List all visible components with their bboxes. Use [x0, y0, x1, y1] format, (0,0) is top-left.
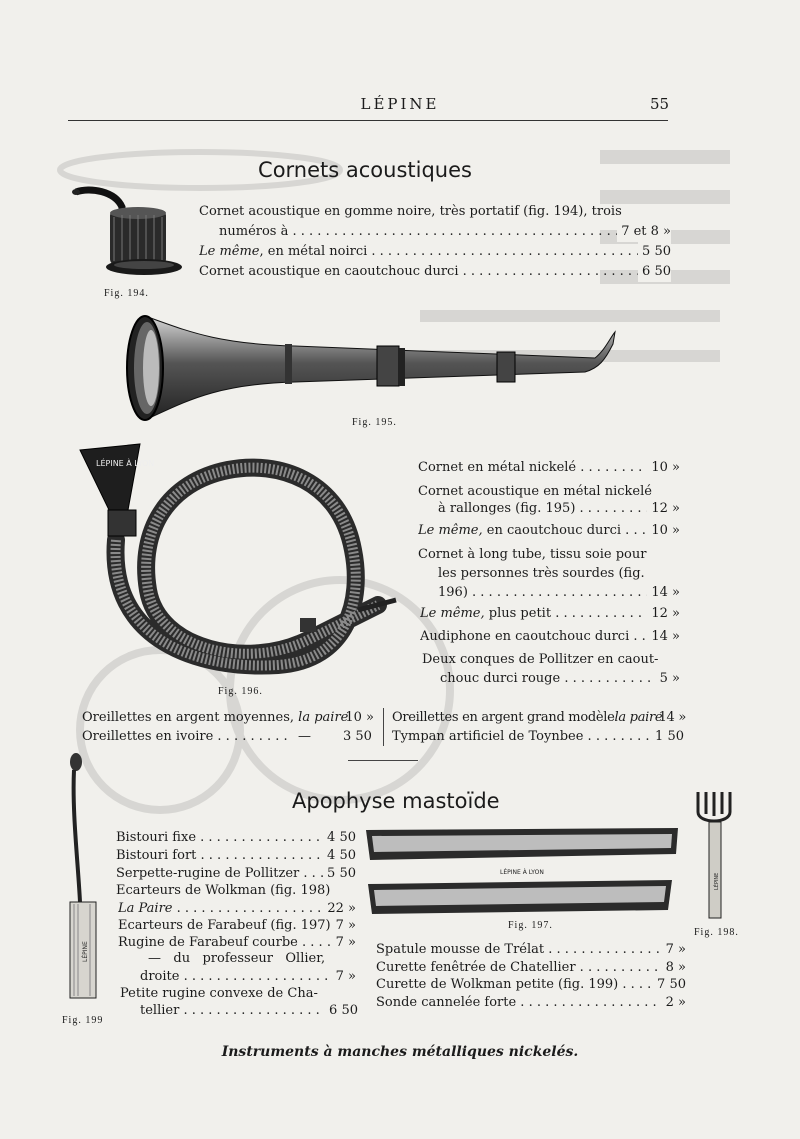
cornet-long-tube-line2: les personnes très sourdes (fig.	[438, 566, 645, 581]
ear-trumpet-long-tube-illustration	[78, 440, 400, 685]
cornet-gomme-label: numéros à . . .	[219, 222, 671, 242]
audiphone-price: 14 »	[647, 627, 680, 647]
bistouri-fixe-price: 4 50	[323, 828, 356, 848]
cornet-gomme-description: Cornet acoustique en gomme noire, très portatif (fig. 194), trois	[199, 204, 622, 219]
ecarteurs-farabeuf-label: Ecarteurs de Farabeuf (fig. 197)	[118, 918, 331, 933]
cornet-rallonges-line1: Cornet acoustique en métal nickelé	[418, 484, 652, 499]
tympan-row	[392, 727, 684, 747]
audiphone-label: Audiphone en caoutchouc durci . . .	[420, 627, 680, 647]
serpette-rugine-label: Serpette-rugine de Pollitzer . . .	[116, 864, 356, 884]
audiphone-row	[420, 627, 680, 647]
cornet-metal-nickele-row	[418, 458, 680, 478]
curette-chatellier-price: 8 »	[662, 958, 686, 978]
cornet-rallonges-price: 12 »	[647, 499, 680, 519]
cornet-metal-noirci-row	[199, 242, 671, 262]
tympan-label: Tympan artificiel de Toynbee . . .	[392, 727, 684, 747]
cornet-caoutchouc-row	[199, 262, 671, 282]
le-meme-caoutchouc-row	[418, 521, 680, 541]
tympan-price: 1 50	[651, 727, 684, 747]
la-paire-italic: La Paire	[118, 901, 173, 916]
curette-wolkman-price: 7 50	[653, 975, 686, 995]
oreillettes-ivoire-label: Oreillettes en ivoire . . .	[82, 727, 292, 747]
le-meme-petit-row	[420, 604, 680, 624]
cornet-long-tube-price: 14 »	[647, 583, 680, 603]
section-title-apophyse: Apophyse mastoïde	[292, 789, 500, 813]
fig-197-caption: Fig. 197.	[508, 920, 553, 931]
oreillettes-ivoire-price: 3 50	[343, 729, 372, 744]
le-meme-italic: Le même	[199, 244, 260, 259]
bistouri-fixe-row	[116, 828, 356, 848]
cornet-caoutchouc-price: 6 50	[638, 262, 671, 282]
page-number: 55	[650, 95, 670, 113]
section-separator	[348, 760, 418, 761]
cornet-metal-nickele-label: Cornet en métal nickelé . . .	[418, 458, 680, 478]
ear-trumpet-small-illustration	[70, 185, 185, 280]
petite-rugine-label: tellier . . .	[140, 1001, 358, 1021]
oreillettes-moyennes-label: Oreillettes en argent moyennes,	[82, 710, 295, 725]
oreillettes-ivoire-dash: —	[298, 729, 311, 744]
conques-line1: Deux conques de Pollitzer en caout-	[422, 652, 659, 667]
header-title: LÉPINE	[360, 95, 440, 113]
sonde-cannelee-price: 2 »	[662, 993, 686, 1013]
retractor-engraving-text: LÉPINE À LYON	[500, 869, 544, 876]
la-paire-italic: la paire	[298, 710, 349, 725]
cornet-metal-noirci-price: 5 50	[638, 242, 671, 262]
cornet-long-tube-label: 196) . . .	[438, 583, 680, 603]
le-meme-caoutchouc-label: en caoutchouc durci	[482, 523, 622, 538]
conques-row	[440, 669, 680, 689]
bistouri-fort-label: Bistouri fort . . .	[116, 846, 356, 866]
fig-199-caption: Fig. 199	[62, 1015, 104, 1026]
cornet-gomme-item	[199, 202, 671, 222]
rugine-farabeuf-price: 7 »	[332, 933, 356, 953]
ecarteurs-farabeuf-price: 7 »	[335, 918, 356, 933]
fig-194-caption: Fig. 194.	[104, 288, 149, 299]
ear-trumpet-extensible-illustration	[115, 310, 620, 425]
petite-rugine-line1: Petite rugine convexe de Cha-	[120, 986, 318, 1001]
cornet-rallonges-row	[438, 499, 680, 519]
fig-196-caption: Fig. 196.	[218, 686, 263, 697]
rugine-ollier-label: droite . . .	[140, 967, 356, 987]
le-meme-caoutchouc-price: 10 »	[647, 521, 680, 541]
oreillettes-moyennes-price: 10 »	[345, 710, 374, 725]
header-rule	[68, 120, 668, 121]
oreillettes-ivoire-row	[82, 727, 292, 747]
le-meme-petit-price: 12 »	[647, 604, 680, 624]
fork-engraving-text: LÉPINE	[714, 872, 720, 890]
cornet-metal-nickele-price: 10 »	[647, 458, 680, 478]
cornet-caoutchouc-label: Cornet acoustique en caoutchouc durci . . .	[199, 262, 671, 282]
wolkman-retractor-illustration	[690, 786, 740, 926]
cornet-gomme-price: 7 et 8 »	[617, 222, 671, 242]
cornet-long-tube-row	[438, 583, 680, 603]
curette-wolkman-label: Curette de Wolkman petite (fig. 199) . . .	[376, 975, 686, 995]
le-meme-italic: Le même,	[418, 523, 483, 538]
bistouri-fort-row	[116, 846, 356, 866]
retractors-illustration	[362, 826, 682, 918]
sonde-cannelee-row	[376, 993, 686, 1013]
spatule-trelat-row	[376, 940, 686, 960]
la-paire-italic: la paire	[614, 710, 663, 725]
curette-engraving-text: LÉPINE	[82, 941, 89, 962]
rugine-farabeuf-label: Rugine de Farabeuf courbe . . .	[118, 933, 356, 953]
footer-note: Instruments à manches métalliques nickelés.	[221, 1044, 579, 1060]
oreillettes-grand-price: 14 »	[658, 710, 686, 725]
conques-price: 5 »	[656, 669, 680, 689]
bistouri-fixe-label: Bistouri fixe . . .	[116, 828, 356, 848]
oreillettes-grand-label: Oreillettes en argent grand modèle	[392, 710, 615, 725]
ecarteurs-wolkman-label: Ecarteurs de Wolkman (fig. 198)	[116, 883, 331, 898]
sonde-cannelee-label: Sonde cannelée forte . . .	[376, 993, 686, 1013]
rugine-ollier-price: 7 »	[332, 967, 356, 987]
serpette-rugine-price: 5 50	[323, 864, 356, 884]
oreillettes-moyennes-row	[82, 708, 374, 728]
le-meme-italic: Le même,	[420, 606, 485, 621]
conques-label: chouc durci rouge . . .	[440, 669, 680, 689]
petite-rugine-price: 6 50	[325, 1001, 358, 1021]
spatule-trelat-price: 7 »	[662, 940, 686, 960]
cornet-long-tube-line1: Cornet à long tube, tissu soie pour	[418, 547, 647, 562]
cornet-engraving-text: LÉPINE À LYON	[96, 459, 155, 468]
fig-198-caption: Fig. 198.	[694, 927, 739, 938]
curette-illustration	[60, 752, 110, 1007]
cornet-rallonges-label: à rallonges (fig. 195) . . .	[438, 499, 680, 519]
spatule-trelat-label: Spatule mousse de Trélat . . .	[376, 940, 686, 960]
petite-rugine-row	[140, 1001, 358, 1021]
curette-chatellier-label: Curette fenêtrée de Chatellier . . .	[376, 958, 686, 978]
oreillettes-grand-row	[392, 708, 686, 728]
section-title-cornets: Cornets acoustiques	[258, 158, 472, 182]
le-meme-petit-label: plus petit	[484, 606, 552, 621]
la-paire-price: 22 »	[323, 899, 356, 919]
bistouri-fort-price: 4 50	[323, 846, 356, 866]
rugine-ollier-line1: — du professeur Ollier,	[148, 951, 326, 966]
cornet-gomme-price-row	[219, 222, 671, 242]
cornet-metal-noirci-label: , en métal noirci	[259, 244, 368, 259]
curette-wolkman-row	[376, 975, 686, 995]
column-divider	[383, 708, 384, 746]
fig-195-caption: Fig. 195.	[352, 417, 397, 428]
